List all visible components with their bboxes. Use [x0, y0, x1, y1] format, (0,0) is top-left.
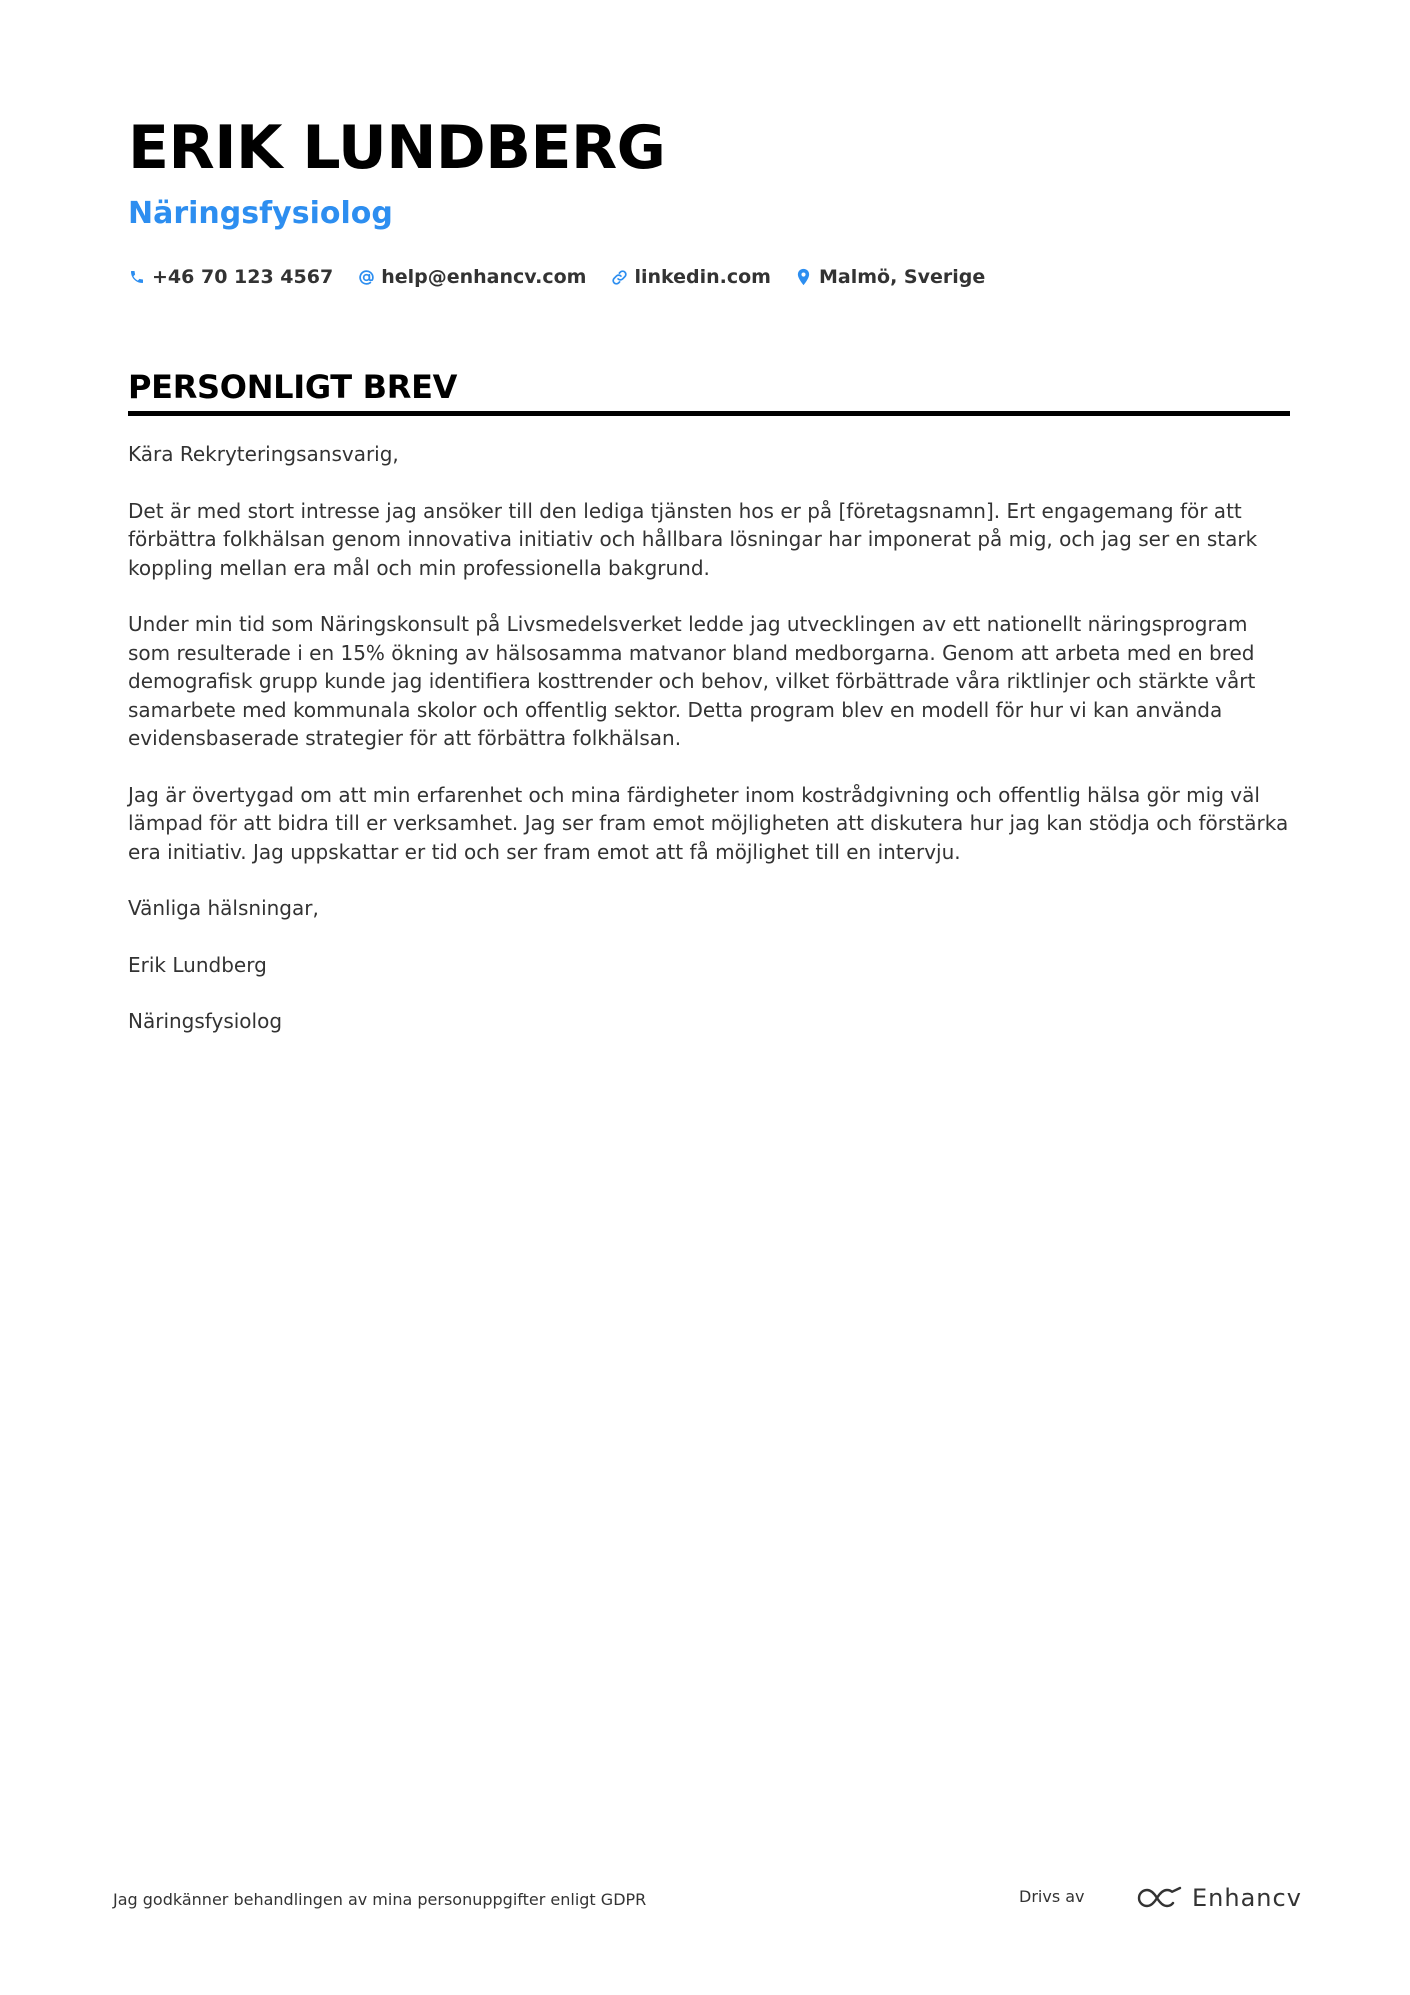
footer — [113, 1880, 1302, 1920]
location-pin-icon — [795, 267, 813, 287]
enhancv-logo-icon — [1136, 1885, 1182, 1911]
contact-location-text: Malmö, Sverige — [818, 266, 986, 288]
contact-linkedin[interactable] — [610, 266, 771, 288]
signature-name: Erik Lundberg — [128, 952, 267, 977]
brand-name: Enhancv — [1192, 1884, 1302, 1912]
letter-body — [128, 440, 1290, 1036]
contact-email-text: help@enhancv.com — [381, 266, 587, 288]
contact-phone — [128, 266, 333, 288]
contact-phone-text: +46 70 123 4567 — [152, 266, 334, 288]
cover-letter-section — [128, 365, 1290, 1064]
brand-link[interactable] — [1136, 1880, 1302, 1916]
at-icon — [357, 267, 375, 287]
powered-by-label: Drivs av — [1019, 1887, 1085, 1906]
signature-title: Näringsfysiolog — [128, 1009, 283, 1033]
contact-email[interactable] — [357, 266, 586, 288]
letter-salutation: Kära Rekryteringsansvarig, — [128, 442, 399, 466]
letter-paragraph: Jag är övertygad om att min erfarenhet och mina färdigheter inom kostrådgivning och offentlig hälsa gör mig väl lämpad för att bidra till er verksamhet. Jag ser fram emot möjligheten att diskutera hur jag kan stödja och förstärka era initiativ. Jag uppskattar er tid och ser fram emot att få möjlighet till en intervju. — [128, 782, 1289, 864]
section-divider — [128, 411, 1290, 416]
contact-bar — [128, 262, 1288, 292]
phone-icon — [128, 267, 146, 287]
letter-closing: Vänliga hälsningar, — [128, 896, 319, 920]
contact-linkedin-text: linkedin.com — [634, 266, 771, 288]
job-title: Näringsfysiolog — [128, 196, 393, 231]
candidate-name: ERIK LUNDBERG — [128, 113, 666, 183]
letter-paragraph: Det är med stort intresse jag ansöker till den lediga tjänsten hos er på [företagsnamn]. Ert engagemang för att förbättra folkhälsan genom innovativa initiativ och hållbara lösningar har imponerat på mig, och jag ser en stark koppling mellan era mål och min professionella bakgrund. — [128, 498, 1258, 580]
gdpr-consent-text: Jag godkänner behandlingen av mina personuppgifter enligt GDPR — [113, 1890, 647, 1909]
header — [128, 108, 1288, 292]
section-title: PERSONLIGT BREV — [128, 368, 458, 406]
link-icon — [610, 267, 628, 287]
letter-paragraph: Under min tid som Näringskonsult på Livsmedelsverket ledde jag utvecklingen av ett nationellt näringsprogram som resulterade i en 15% ökning av hälsosamma matvanor bland medborgarna. Genom att arbeta med en bred demografisk grupp kunde jag identifiera kosttrender och behov, vilket förbättrade våra riktlinjer och stärkte vårt samarbete med kommunala skolor och offentlig sektor. Detta program blev en modell för hur vi kan använda evidensbaserade strategier för att förbättra folkhälsan. — [128, 612, 1256, 750]
contact-location — [795, 266, 985, 288]
